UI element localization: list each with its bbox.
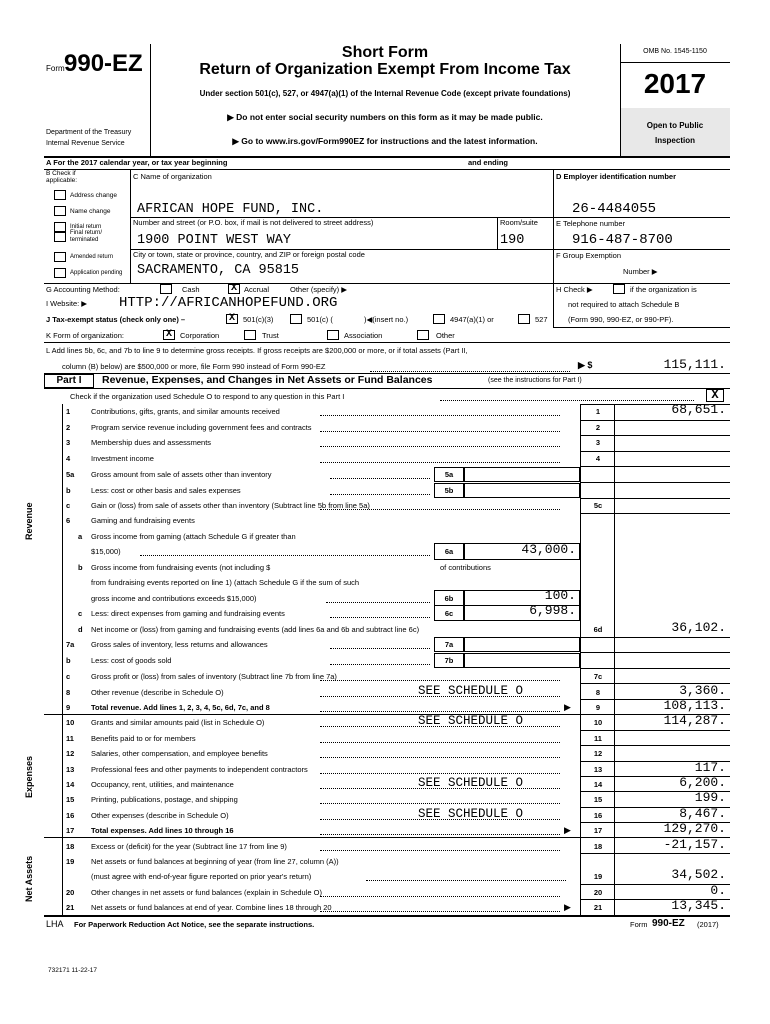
l10-box-label: 10 [593,718,603,727]
l20-amount[interactable]: 0. [710,883,726,898]
street-label: Number and street (or P.O. box, if mail is not delivered to street address) [133,218,374,227]
revenue-expenses-divider [44,714,730,715]
cash-label: Cash [182,285,200,294]
l10-text: Grants and similar amounts paid (list in Schedule O) [91,718,265,727]
line-l-dollar: ▶ $ [578,360,593,370]
l7b-rule [580,668,730,669]
l3-rule [580,451,730,452]
l13-num: 13 [66,765,75,774]
l19-rule [580,884,730,885]
l7c-text: Gross profit or (loss) from sales of inventory (Subtract line 7b from line 7a) [91,672,337,681]
l6b-box [434,590,464,606]
part1-top-rule [580,404,730,405]
527-label: 527 [535,315,548,324]
trust-label: Trust [262,331,279,340]
l6b-leader [326,602,430,603]
l6c-text: Less: direct expenses from gaming and fundraising events [91,609,285,618]
l13-text: Professional fees and other payments to independent contractors [91,765,308,774]
l4-num: 4 [66,454,71,463]
l5b-rule [580,498,730,499]
l12-box-label: 12 [593,749,603,758]
other-org-checkbox[interactable] [417,330,429,340]
net-assets-side-label: Net Assets [24,855,34,902]
l6d-text: Net income or (loss) from gaming and fundraising events (add lines 6a and 6b and subtract line 6c) [91,625,420,634]
l17-num: 17 [66,826,75,835]
other-org-label: Other [436,331,455,340]
l1-leader [320,415,560,416]
l21-arrow: ▶ [564,902,571,912]
room-suite-field[interactable]: 190 [500,233,525,248]
l21-leader [320,911,560,912]
l5b-inner-field[interactable] [464,483,580,498]
l14-text: Occupancy, rent, utilities, and maintenance [91,780,234,789]
footer-form-word: Form [630,920,648,929]
l7b-box [434,653,464,668]
footer-form-year: (2017) [697,920,719,929]
l3-text: Membership dues and assessments [91,438,212,447]
501c3-checkbox[interactable]: X [226,314,238,324]
l6b-num: b [78,563,83,572]
l5a-leader [330,478,430,479]
l3-leader [320,446,560,447]
accrual-label: Accrual [244,285,270,294]
l10-num: 10 [66,718,75,727]
l5c-leader [320,509,560,510]
l6a-text2: $15,000) [91,547,121,556]
application-pending-label: Application pending [70,270,123,276]
l4-rule [580,466,730,467]
l14-amount[interactable]: 6,200. [679,775,726,790]
revenue-side-label: Revenue [24,502,34,540]
l6d-num: d [78,625,83,634]
l18-amount[interactable]: -21,157. [663,837,726,852]
l6a-num: a [78,532,83,541]
l8-num: 8 [66,688,71,697]
l11-num: 11 [66,734,74,743]
l5b-num: b [66,486,71,495]
l8-box-label: 8 [595,688,601,697]
l7b-num: b [66,656,71,665]
l2-num: 2 [66,423,71,432]
final-return-checkbox[interactable] [54,232,66,242]
l20-box-label: 20 [593,888,603,897]
l6-num: 6 [66,516,71,525]
address-change-label: Address change [70,192,117,199]
l18-leader [320,850,560,851]
insert-no-label: )◀(insert no.) [364,315,409,324]
footer-form-number: 990-EZ [652,918,685,929]
city-label: City or town, state or province, country, and ZIP or foreign postal code [133,250,365,259]
l7a-box-label: 7a [444,640,454,649]
l16-text: Other expenses (describe in Schedule O) [91,811,229,820]
l3-box-label: 3 [595,438,601,447]
501c3-label: 501(c)(3) [243,315,274,324]
l10-amount[interactable]: 114,287. [663,713,726,728]
l7a-box [434,637,464,652]
omb-number: OMB No. 1545-1150 [643,48,707,55]
line-l-text2: column (B) below) are $500,000 or more, file Form 990 instead of Form 990-EZ [62,362,326,371]
room-suite-label: Room/suite [500,218,538,227]
l7c-box-label: 7c [593,672,603,681]
line-a-label: A For the 2017 calendar year, or tax year beginning [46,158,228,167]
form-code: 732171 11-22-17 [48,967,98,974]
l7b-text: Less: cost of goods sold [91,656,172,665]
l17-leader [320,834,560,835]
l10-rule [580,730,730,731]
gross-receipts-amount[interactable]: 115,111. [663,357,726,372]
l19-leader [366,880,566,881]
line-a-ending: and ending [468,158,508,167]
open-to-public: Open to Public [646,121,704,130]
corporation-checkbox[interactable]: X [163,330,175,340]
l11-leader [320,742,560,743]
l9-num: 9 [66,703,71,712]
l5b-box [434,483,464,498]
line-l-text1: L Add lines 5b, 6c, and 7b to line 9 to determine gross receipts. If gross receipts are $200,000 or more, or if total assets (Part II, [46,346,468,355]
accrual-checkbox[interactable]: X [228,284,240,294]
l6b-box-label: 6b [444,594,454,603]
4947-label: 4947(a)(1) or [450,315,494,324]
l5c-num: c [66,501,71,510]
l5a-rule [580,482,730,483]
association-label: Association [344,331,383,340]
l18-rule [580,853,730,854]
address-change-checkbox[interactable] [54,190,66,200]
l19-num: 19 [66,857,75,866]
subtitle: Under section 501(c), 527, or 4947(a)(1) of the Internal Revenue Code (except private foundations) [199,89,571,98]
dept-line2: Internal Revenue Service [46,140,125,147]
l6b-text2: from fundraising events reported on line 1) (attach Schedule G if the sum of such [91,578,360,587]
expenses-side-label: Expenses [24,755,34,798]
final-return-label: Final return/ terminated [70,230,103,243]
line-f-label2: Number ▶ [623,267,658,276]
corporation-label: Corporation [180,331,220,340]
l5a-inner-field[interactable] [464,467,580,482]
l7c-leader [320,680,560,681]
4947-checkbox[interactable] [433,314,445,324]
h-text3: (Form 990, 990-EZ, or 990-PF). [568,315,674,324]
line-d-label: D Employer identification number [556,172,677,181]
l8-amount[interactable]: 3,360. [679,683,726,698]
l20-leader [320,896,560,897]
l17-amount[interactable]: 129,270. [663,821,726,836]
l15-num: 15 [66,795,75,804]
instructions-link[interactable]: ▶ Go to www.irs.gov/Form990EZ for instructions and the latest information. [232,136,538,146]
line-j-label: J Tax-exempt status (check only one) – [46,315,186,324]
form-word: Form [46,64,65,73]
association-checkbox[interactable] [327,330,339,340]
l17-box-label: 17 [593,826,603,835]
l13-leader [320,773,560,774]
l7a-rule [580,652,730,653]
schedule-o-checkbox[interactable]: X [706,389,724,402]
l1-text: Contributions, gifts, grants, and similar amounts received [91,407,280,416]
l6b-amount[interactable]: 100. [544,588,576,603]
l6d-amount[interactable]: 36,102. [671,620,726,635]
l6b-text3: gross income and contributions exceeds $15,000) [91,594,257,603]
l7a-inner-field[interactable] [464,637,580,652]
l18-text: Excess or (deficit) for the year (Subtract line 17 from line 9) [91,842,287,851]
l7a-leader [330,648,430,649]
l2-box-label: 2 [595,423,601,432]
l11-rule [580,745,730,746]
line-k-label: K Form of organization: [46,331,124,340]
amended-return-checkbox[interactable] [54,252,66,262]
l7a-text: Gross sales of inventory, less returns and allowances [91,640,268,649]
h-text1: if the organization is [630,285,697,294]
l19-box-label: 19 [593,872,603,881]
cash-checkbox[interactable] [160,284,172,294]
l20-num: 20 [66,888,75,897]
l1-rule [580,420,730,421]
l18-box-label: 18 [593,842,603,851]
501c-label: 501(c) ( [307,315,333,324]
l15-text: Printing, publications, postage, and shipping [91,795,238,804]
l12-leader [320,757,560,758]
l7c-num: c [66,672,71,681]
l16-amount[interactable]: 8,467. [679,806,726,821]
schedule-b-checkbox[interactable] [613,284,625,294]
l5a-num: 5a [66,470,75,479]
l6d-rule [580,637,730,638]
l2-text: Program service revenue including government fees and contracts [91,423,312,432]
line-g-label: G Accounting Method: [46,285,120,294]
line-f-label: F Group Exemption [556,251,622,260]
l11-box-label: 11 [594,734,602,743]
l7b-inner-field[interactable] [464,653,580,668]
l6a-amount[interactable]: 43,000. [521,542,576,557]
street-field[interactable]: 1900 POINT WEST WAY [137,233,291,248]
ein-field[interactable]: 26-4484055 [572,201,657,217]
line-i-label: I Website: ▶ [46,299,88,308]
l5b-box-label: 5b [444,486,454,495]
public-inspection-box [621,108,730,156]
dept-line1: Department of the Treasury [46,129,132,136]
l1-num: 1 [66,407,71,416]
l11-text: Benefits paid to or for members [91,734,196,743]
l15-leader [320,803,560,804]
l9-amount[interactable]: 108,113. [663,698,726,713]
part1-title-note: (see the instructions for Part I) [488,377,582,384]
l21-num: 21 [66,903,75,912]
l3-num: 3 [66,438,71,447]
l1-box-label: 1 [595,407,601,416]
l19-amount[interactable]: 34,502. [671,867,726,882]
part1-title: Revenue, Expenses, and Changes in Net Assets or Fund Balances [102,374,433,386]
schedule-o-check-line: Check if the organization used Schedule O to respond to any question in this Part I [70,392,345,401]
l10-schedule-ref: SEE SCHEDULE O [418,714,524,728]
l6a-text1: Gross income from gaming (attach Schedule G if greater than [91,532,296,541]
part1-tag: Part I [44,374,94,388]
l7b-box-label: 7b [444,656,454,665]
l8-text: Other revenue (describe in Schedule O) [91,688,224,697]
l6a-leader [140,555,430,556]
l6a-box [434,543,464,560]
l20-text: Other changes in net assets or fund balances (explain in Schedule O) [91,888,322,897]
name-change-label: Name change [70,208,111,215]
l21-amount[interactable]: 13,345. [671,898,726,913]
l21-text: Net assets or fund balances at end of year. Combine lines 18 through 20 [91,903,332,912]
title-line1: Short Form [341,44,429,61]
l21-box-label: 21 [593,903,603,912]
paperwork-notice: For Paperwork Reduction Act Notice, see the separate instructions. [74,920,315,929]
application-pending-checkbox[interactable] [54,268,66,278]
l9-leader [320,711,560,712]
l6c-box-label: 6c [444,609,454,618]
initial-return-checkbox[interactable] [54,222,66,232]
l16-schedule-ref: SEE SCHEDULE O [418,807,524,821]
amended-return-label: Amended return [70,254,114,260]
l4-text: Investment income [91,454,154,463]
l8-schedule-ref: SEE SCHEDULE O [418,684,524,698]
l5c-rule [580,513,730,514]
l6a-box-label: 6a [444,547,454,556]
527-checkbox[interactable] [518,314,530,324]
line-h-label: H Check ▶ [556,285,593,294]
l15-amount[interactable]: 199. [694,790,726,805]
lha-label: LHA [46,919,64,929]
l5a-box [434,467,464,482]
l14-box-label: 14 [593,780,603,789]
l17-text: Total expenses. Add lines 10 through 16 [91,826,234,835]
l1-amount[interactable]: 68,651. [671,402,726,417]
l13-box-label: 13 [593,765,603,774]
form-number: 990-EZ [64,50,143,77]
l6c-amount[interactable]: 6,998. [529,603,576,618]
l6b-text1b: of contributions [440,563,491,572]
l5b-leader [330,494,430,495]
l5c-text: Gain or (loss) from sale of assets other than inventory (Subtract line 5b from line 5a) [91,501,370,510]
l9-text: Total revenue. Add lines 1, 2, 3, 4, 5c, 6d, 7c, and 8 [91,703,270,712]
l7b-leader [330,664,430,665]
trust-checkbox[interactable] [244,330,256,340]
l5a-box-label: 5a [444,470,454,479]
l19-text2: (must agree with end-of-year figure reported on prior year's return) [91,872,312,881]
l4-box-label: 4 [595,454,601,463]
l16-box-label: 16 [593,811,603,820]
expenses-net-divider [44,837,730,838]
tax-year: 2017 [643,68,707,99]
l18-num: 18 [66,842,75,851]
line-b-label: B Check if applicable: [46,170,78,184]
other-method-label: Other (specify) ▶ [290,285,348,294]
l12-num: 12 [66,749,75,758]
l6c-leader [330,617,430,618]
l9-arrow: ▶ [564,702,571,712]
l5c-box-label: 5c [593,501,603,510]
l14-schedule-ref: SEE SCHEDULE O [418,776,524,790]
501c-checkbox[interactable] [290,314,302,324]
l7a-num: 7a [66,640,75,649]
l5a-text: Gross amount from sale of assets other than inventory [91,470,272,479]
l6-text: Gaming and fundraising events [91,516,195,525]
l6c-num: c [78,609,83,618]
l19-text1: Net assets or fund balances at beginning of year (from line 27, column (A)) [91,857,339,866]
inspection: Inspection [654,136,695,145]
ssn-notice: ▶ Do not enter social security numbers on this form as it may be made public. [227,112,543,122]
l16-num: 16 [66,811,75,820]
name-change-checkbox[interactable] [54,206,66,216]
line-e-label: E Telephone number [556,219,626,228]
l5b-text: Less: cost or other basis and sales expenses [91,486,241,495]
l6b-text1: Gross income from fundraising events (not including $ [91,563,271,572]
title-line2: Return of Organization Exempt From Income Tax [199,61,571,78]
l12-text: Salaries, other compensation, and employee benefits [91,749,268,758]
initial-return-label: Initial return [70,224,102,230]
h-text2: not required to attach Schedule B [568,300,680,309]
l15-box-label: 15 [593,795,603,804]
phone-field[interactable]: 916-487-8700 [572,232,673,248]
l6d-box-label: 6d [593,625,603,634]
l13-amount[interactable]: 117. [694,760,726,775]
line-c-label: C Name of organization [133,172,212,181]
l2-leader [320,431,560,432]
l14-num: 14 [66,780,75,789]
city-field[interactable]: SACRAMENTO, CA 95815 [137,263,300,278]
l17-arrow: ▶ [564,825,571,835]
website-field[interactable]: HTTP://AFRICANHOPEFUND.ORG [119,295,338,311]
l6c-box [434,605,464,621]
l2-rule [580,435,730,436]
l4-leader [320,462,560,463]
org-name-field[interactable]: AFRICAN HOPE FUND, INC. [137,202,324,217]
l9-box-label: 9 [595,703,601,712]
